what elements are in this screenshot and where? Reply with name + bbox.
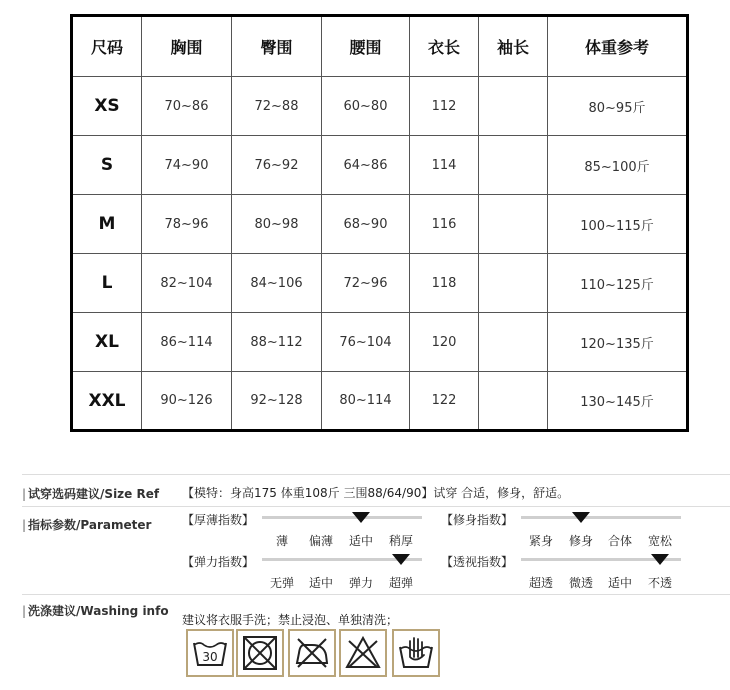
sleeve-cell: [479, 313, 548, 372]
weight-cell: 130~145斤: [548, 372, 688, 431]
header-hip: 臀围: [232, 16, 322, 77]
bust-cell: 90~126: [142, 372, 232, 431]
fit-tick-label: 宽松: [647, 534, 673, 548]
fit-tick-label: 紧身: [528, 534, 554, 548]
transparency-tick-label: 超透: [528, 576, 554, 590]
wash-30-icon: [186, 629, 234, 677]
weight-cell: 110~125斤: [548, 254, 688, 313]
thickness-index-label: 【厚薄指数】: [182, 513, 255, 527]
waist-cell: 68~90: [322, 195, 410, 254]
no-tumble-dry-icon: [236, 629, 284, 677]
weight-cell: 80~95斤: [548, 77, 688, 136]
thickness-meter-marker: [352, 512, 370, 523]
bust-cell: 74~90: [142, 136, 232, 195]
table-row: [72, 195, 688, 254]
hip-cell: 80~98: [232, 195, 322, 254]
table-row: [72, 254, 688, 313]
transparency-tick-label: 微透: [568, 576, 594, 590]
elasticity-tick-label: 超弹: [388, 576, 414, 590]
header-waist: 腰围: [322, 16, 410, 77]
fit-tick-label: 合体: [607, 534, 633, 548]
size-ref-text: 【模特：身高175 体重108斤 三围88/64/90】试穿 合适，修身，舒适。: [182, 486, 570, 500]
size-cell: XL: [72, 313, 142, 372]
sleeve-cell: [479, 77, 548, 136]
size-cell: S: [72, 136, 142, 195]
header-weight: 体重参考: [548, 16, 688, 77]
fit-index-label: 【修身指数】: [441, 513, 514, 527]
hip-cell: 88~112: [232, 313, 322, 372]
sleeve-cell: [479, 195, 548, 254]
weight-cell: 100~115斤: [548, 195, 688, 254]
waist-cell: 76~104: [322, 313, 410, 372]
length-cell: 122: [410, 372, 479, 431]
washing-text: 建议将衣服手洗；禁止浸泡、单独清洗；: [182, 613, 399, 627]
size-cell: XXL: [72, 372, 142, 431]
elasticity-tick-label: 适中: [308, 576, 334, 590]
weight-cell: 120~135斤: [548, 313, 688, 372]
header-bust: 胸围: [142, 16, 232, 77]
header-sleeve: 袖长: [479, 16, 548, 77]
size-cell: L: [72, 254, 142, 313]
table-row: [72, 136, 688, 195]
fit-meter-marker: [572, 512, 590, 523]
transparency-tick-label: 适中: [607, 576, 633, 590]
sleeve-cell: [479, 254, 548, 313]
elasticity-tick-label: 弹力: [348, 576, 374, 590]
length-cell: 118: [410, 254, 479, 313]
fit-tick-label: 修身: [568, 534, 594, 548]
thickness-tick-label: 稍厚: [388, 534, 414, 548]
table-row: [72, 372, 688, 431]
waist-cell: 64~86: [322, 136, 410, 195]
wash-temperature: 30: [202, 650, 218, 664]
length-cell: 112: [410, 77, 479, 136]
sleeve-cell: [479, 372, 548, 431]
parameter-label: | 指标参数/Parameter: [22, 518, 152, 532]
sleeve-cell: [479, 136, 548, 195]
washing-label: | 洗涤建议/Washing info: [22, 604, 169, 618]
hip-cell: 84~106: [232, 254, 322, 313]
thickness-meter-track: [262, 516, 422, 519]
length-cell: 120: [410, 313, 479, 372]
bust-cell: 70~86: [142, 77, 232, 136]
waist-cell: 72~96: [322, 254, 410, 313]
length-cell: 114: [410, 136, 479, 195]
divider: [22, 506, 730, 507]
hand-wash-icon: [392, 629, 440, 677]
elasticity-meter-marker: [392, 554, 410, 565]
table-row: [72, 77, 688, 136]
no-bleach-icon: [339, 629, 387, 677]
size-cell: M: [72, 195, 142, 254]
hip-cell: 92~128: [232, 372, 322, 431]
size-cell: XS: [72, 77, 142, 136]
table-header-row: [72, 16, 688, 77]
size-ref-label: | 试穿选码建议/Size Ref: [22, 487, 160, 501]
weight-cell: 85~100斤: [548, 136, 688, 195]
waist-cell: 80~114: [322, 372, 410, 431]
waist-cell: 60~80: [322, 77, 410, 136]
header-length: 衣长: [410, 16, 479, 77]
transparency-index-label: 【透视指数】: [441, 555, 514, 569]
thickness-tick-label: 偏薄: [308, 534, 334, 548]
table-row: [72, 313, 688, 372]
no-iron-icon: [288, 629, 336, 677]
thickness-tick-label: 薄: [275, 534, 289, 548]
elasticity-index-label: 【弹力指数】: [182, 555, 255, 569]
bust-cell: 86~114: [142, 313, 232, 372]
bust-cell: 82~104: [142, 254, 232, 313]
thickness-tick-label: 适中: [348, 534, 374, 548]
header-size: 尺码: [72, 16, 142, 77]
transparency-meter-marker: [651, 554, 669, 565]
divider: [22, 474, 730, 475]
divider: [22, 594, 730, 595]
bust-cell: 78~96: [142, 195, 232, 254]
elasticity-tick-label: 无弹: [269, 576, 295, 590]
hip-cell: 72~88: [232, 77, 322, 136]
length-cell: 116: [410, 195, 479, 254]
fit-meter-track: [521, 516, 681, 519]
transparency-tick-label: 不透: [647, 576, 673, 590]
size-chart-table: [70, 14, 689, 432]
hip-cell: 76~92: [232, 136, 322, 195]
